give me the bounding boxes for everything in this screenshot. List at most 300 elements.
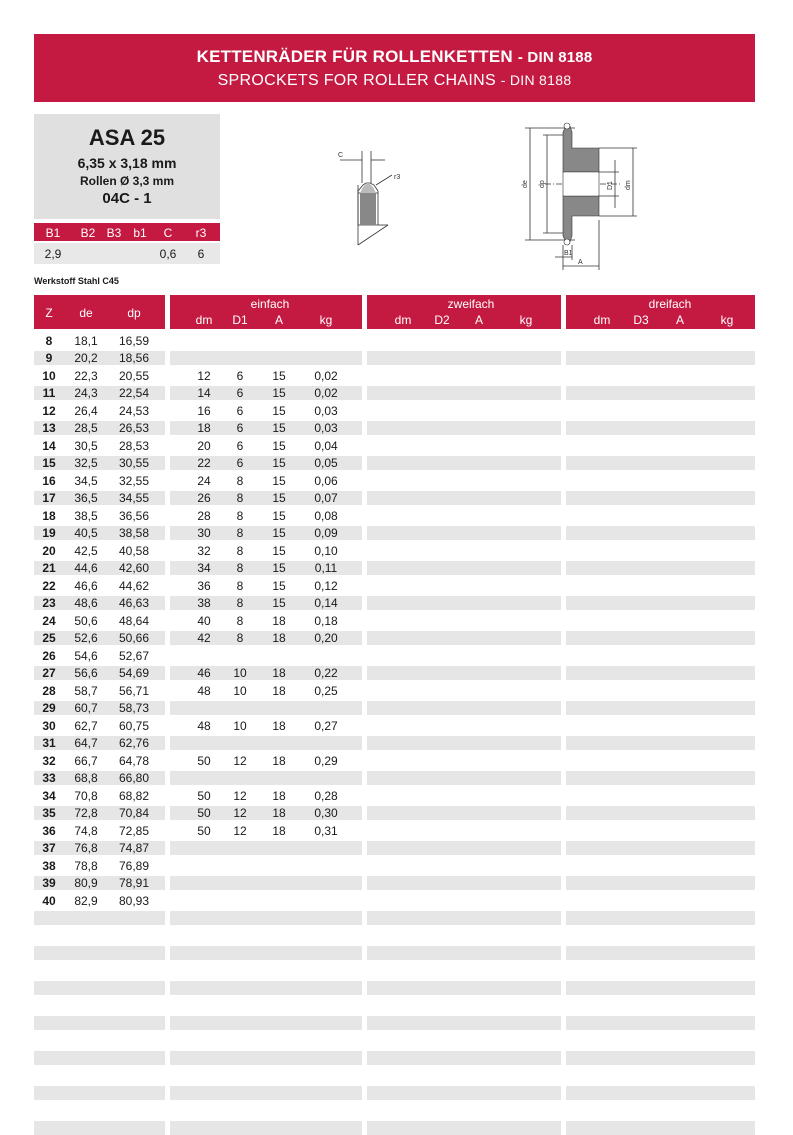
table-header-einfach bbox=[170, 295, 362, 329]
drawing-label-b1: B1 bbox=[564, 250, 573, 257]
row-z: 20 bbox=[42, 543, 56, 558]
row-de: 82,9 bbox=[74, 893, 98, 908]
row-dm: 14 bbox=[197, 386, 211, 400]
row-kg: 0,02 bbox=[314, 368, 338, 383]
row-shading bbox=[566, 351, 755, 365]
dimension-values bbox=[34, 243, 220, 264]
row-dp: 36,56 bbox=[118, 508, 150, 523]
row-shading bbox=[170, 946, 362, 960]
col-header-d2: D2 bbox=[434, 313, 450, 327]
row-z: 31 bbox=[42, 736, 56, 750]
row-dp: 78,91 bbox=[118, 876, 150, 890]
row-dp: 40,58 bbox=[118, 543, 150, 558]
col-header-a-2: A bbox=[474, 313, 484, 327]
row-dp: 76,89 bbox=[118, 858, 150, 873]
row-dm: 48 bbox=[197, 683, 211, 698]
row-a: 15 bbox=[272, 368, 286, 383]
drawing-label-r3: r3 bbox=[394, 174, 401, 181]
dim-header-r3: r3 bbox=[195, 226, 207, 240]
title-english: SPROCKETS FOR ROLLER CHAINS - DIN 8188 bbox=[217, 72, 572, 89]
row-d1: 12 bbox=[233, 823, 247, 838]
row-kg: 0,28 bbox=[314, 788, 338, 803]
row-d1: 8 bbox=[236, 561, 244, 575]
col-header-kg-1: kg bbox=[319, 313, 333, 327]
row-dp: 32,55 bbox=[118, 473, 150, 488]
row-kg: 0,06 bbox=[314, 473, 338, 488]
row-de: 54,6 bbox=[74, 648, 98, 663]
row-dm: 48 bbox=[197, 718, 211, 733]
row-z: 37 bbox=[42, 841, 56, 855]
row-dm: 42 bbox=[197, 631, 211, 645]
row-dp: 70,84 bbox=[118, 806, 150, 820]
row-d1: 8 bbox=[236, 491, 244, 505]
row-de: 24,3 bbox=[74, 386, 98, 400]
title-banner bbox=[34, 34, 755, 102]
col-header-de: de bbox=[79, 306, 93, 320]
row-z: 29 bbox=[42, 701, 56, 715]
row-dp: 62,76 bbox=[118, 736, 150, 750]
row-shading bbox=[170, 1086, 362, 1100]
row-shading bbox=[566, 911, 755, 925]
chain-spec-box bbox=[34, 114, 220, 219]
row-shading bbox=[367, 456, 561, 470]
col-header-dm-3: dm bbox=[593, 313, 611, 327]
row-kg: 0,25 bbox=[314, 683, 338, 698]
row-shading bbox=[170, 771, 362, 785]
row-z: 12 bbox=[42, 403, 56, 418]
row-de: 28,5 bbox=[74, 421, 98, 435]
row-de: 60,7 bbox=[74, 701, 98, 715]
row-kg: 0,05 bbox=[314, 456, 338, 470]
row-dp: 34,55 bbox=[118, 491, 150, 505]
row-dp: 26,53 bbox=[118, 421, 150, 435]
row-shading bbox=[34, 981, 165, 995]
col-header-a-3: A bbox=[675, 313, 685, 327]
row-kg: 0,30 bbox=[314, 806, 338, 820]
row-z: 35 bbox=[42, 806, 56, 820]
row-a: 15 bbox=[272, 596, 286, 610]
row-dm: 12 bbox=[197, 368, 211, 383]
row-shading bbox=[566, 421, 755, 435]
row-dp: 52,67 bbox=[118, 648, 150, 663]
row-de: 30,5 bbox=[74, 438, 98, 453]
row-shading bbox=[367, 771, 561, 785]
drawing-label-d1: D1 bbox=[607, 181, 614, 190]
dim-header-c: C bbox=[163, 226, 173, 240]
dim-header-b2: B2 bbox=[80, 226, 96, 240]
row-a: 18 bbox=[272, 823, 286, 838]
row-shading bbox=[367, 386, 561, 400]
row-z: 15 bbox=[42, 456, 56, 470]
row-a: 15 bbox=[272, 561, 286, 575]
row-shading bbox=[566, 736, 755, 750]
row-kg: 0,11 bbox=[314, 561, 338, 575]
row-de: 40,5 bbox=[74, 526, 98, 540]
row-de: 44,6 bbox=[74, 561, 98, 575]
row-d1: 8 bbox=[236, 631, 244, 645]
row-shading bbox=[34, 1051, 165, 1065]
row-kg: 0,08 bbox=[314, 508, 338, 523]
col-header-d3: D3 bbox=[633, 313, 649, 327]
row-shading bbox=[170, 1016, 362, 1030]
group-header-einfach: einfach bbox=[250, 297, 290, 311]
row-dp: 48,64 bbox=[118, 613, 150, 628]
row-shading bbox=[367, 1086, 561, 1100]
row-dp: 74,87 bbox=[118, 841, 150, 855]
row-kg: 0,22 bbox=[314, 666, 338, 680]
row-dp: 68,82 bbox=[118, 788, 150, 803]
row-de: 20,2 bbox=[74, 351, 98, 365]
row-shading bbox=[367, 1121, 561, 1135]
row-shading bbox=[367, 981, 561, 995]
row-dp: 22,54 bbox=[118, 386, 150, 400]
row-z: 23 bbox=[42, 596, 56, 610]
row-z: 25 bbox=[42, 631, 56, 645]
row-kg: 0,31 bbox=[314, 823, 338, 838]
col-header-d1: D1 bbox=[232, 313, 248, 327]
row-a: 15 bbox=[272, 421, 286, 435]
row-shading bbox=[367, 946, 561, 960]
row-shading bbox=[566, 596, 755, 610]
row-z: 36 bbox=[42, 823, 56, 838]
col-header-dp: dp bbox=[127, 306, 141, 320]
row-de: 48,6 bbox=[74, 596, 98, 610]
dim-header-b1: B1 bbox=[45, 226, 61, 240]
chain-type: ASA 25 bbox=[88, 125, 166, 150]
row-shading bbox=[566, 981, 755, 995]
row-dm: 50 bbox=[197, 806, 211, 820]
row-shading bbox=[170, 911, 362, 925]
row-shading bbox=[566, 701, 755, 715]
row-z: 32 bbox=[42, 753, 56, 768]
drawing-label-c: C bbox=[338, 152, 344, 159]
row-de: 42,5 bbox=[74, 543, 98, 558]
row-shading bbox=[566, 876, 755, 890]
row-shading bbox=[566, 771, 755, 785]
row-dp: 72,85 bbox=[118, 823, 150, 838]
dim-value-c: 0,6 bbox=[159, 247, 177, 261]
row-kg: 0,12 bbox=[314, 578, 338, 593]
row-z: 14 bbox=[42, 438, 56, 453]
row-d1: 8 bbox=[236, 578, 244, 593]
row-d1: 8 bbox=[236, 613, 244, 628]
row-dp: 64,78 bbox=[118, 753, 150, 768]
row-shading bbox=[566, 1121, 755, 1135]
row-shading bbox=[367, 701, 561, 715]
row-dp: 28,53 bbox=[118, 438, 150, 453]
row-d1: 12 bbox=[233, 788, 247, 803]
row-de: 74,8 bbox=[74, 823, 98, 838]
row-shading bbox=[34, 1086, 165, 1100]
row-d1: 8 bbox=[236, 596, 244, 610]
row-z: 21 bbox=[42, 561, 56, 575]
row-de: 22,3 bbox=[74, 368, 98, 383]
row-a: 15 bbox=[272, 386, 286, 400]
row-z: 38 bbox=[42, 858, 56, 873]
col-header-kg-3: kg bbox=[720, 313, 734, 327]
row-shading bbox=[367, 841, 561, 855]
row-de: 66,7 bbox=[74, 753, 98, 768]
row-shading bbox=[566, 456, 755, 470]
row-a: 15 bbox=[272, 473, 286, 488]
row-dm: 28 bbox=[197, 508, 211, 523]
row-shading bbox=[367, 491, 561, 505]
row-shading bbox=[170, 1121, 362, 1135]
row-d1: 6 bbox=[236, 456, 244, 470]
row-shading bbox=[170, 841, 362, 855]
row-z: 33 bbox=[42, 771, 56, 785]
row-d1: 8 bbox=[236, 508, 244, 523]
row-z: 39 bbox=[42, 876, 56, 890]
row-d1: 10 bbox=[233, 718, 247, 733]
col-header-dm-1: dm bbox=[195, 313, 213, 327]
row-z: 19 bbox=[42, 526, 56, 540]
row-dm: 38 bbox=[197, 596, 211, 610]
row-shading bbox=[367, 561, 561, 575]
row-shading bbox=[367, 876, 561, 890]
row-kg: 0,03 bbox=[314, 403, 338, 418]
row-shading bbox=[566, 561, 755, 575]
row-kg: 0,09 bbox=[314, 526, 338, 540]
row-de: 64,7 bbox=[74, 736, 98, 750]
row-shading bbox=[34, 946, 165, 960]
row-de: 26,4 bbox=[74, 403, 98, 418]
row-shading bbox=[367, 1051, 561, 1065]
row-a: 15 bbox=[272, 438, 286, 453]
table-header-zweifach bbox=[367, 295, 561, 329]
row-shading bbox=[34, 1121, 165, 1135]
dim-value-r3: 6 bbox=[197, 247, 205, 261]
row-dm: 18 bbox=[197, 421, 211, 435]
row-d1: 6 bbox=[236, 438, 244, 453]
dimension-header bbox=[34, 223, 220, 241]
row-dp: 24,53 bbox=[118, 403, 150, 418]
row-z: 22 bbox=[42, 578, 56, 593]
row-de: 58,7 bbox=[74, 683, 98, 698]
row-dm: 50 bbox=[197, 788, 211, 803]
drawing-label-de: de bbox=[522, 180, 529, 188]
row-d1: 8 bbox=[236, 526, 244, 540]
drawing-label-dm: dm bbox=[625, 180, 632, 190]
row-dp: 58,73 bbox=[118, 701, 150, 715]
row-shading bbox=[367, 526, 561, 540]
row-shading bbox=[367, 631, 561, 645]
row-z: 24 bbox=[42, 613, 56, 628]
row-dm: 50 bbox=[197, 823, 211, 838]
row-shading bbox=[566, 491, 755, 505]
col-header-a-1: A bbox=[274, 313, 284, 327]
row-de: 62,7 bbox=[74, 718, 98, 733]
row-a: 18 bbox=[272, 631, 286, 645]
row-dp: 38,58 bbox=[118, 526, 150, 540]
col-header-kg-2: kg bbox=[519, 313, 533, 327]
row-dp: 66,80 bbox=[118, 771, 150, 785]
row-dm: 30 bbox=[197, 526, 211, 540]
row-shading bbox=[367, 596, 561, 610]
material-note: Werkstoff Stahl C45 bbox=[34, 276, 119, 286]
row-z: 8 bbox=[45, 333, 53, 348]
row-de: 46,6 bbox=[74, 578, 98, 593]
row-a: 15 bbox=[272, 578, 286, 593]
row-dm: 34 bbox=[197, 561, 211, 575]
chain-code: 04C - 1 bbox=[102, 190, 152, 207]
row-de: 32,5 bbox=[74, 456, 98, 470]
row-z: 18 bbox=[42, 508, 56, 523]
row-a: 18 bbox=[272, 806, 286, 820]
row-shading bbox=[566, 631, 755, 645]
drawing-label-dp: dp bbox=[539, 180, 546, 188]
row-d1: 6 bbox=[236, 403, 244, 418]
row-shading bbox=[367, 351, 561, 365]
dim-header-b1-small: b1 bbox=[133, 226, 147, 240]
row-de: 56,6 bbox=[74, 666, 98, 680]
row-de: 80,9 bbox=[74, 876, 98, 890]
table-header-dreifach bbox=[566, 295, 755, 329]
row-shading bbox=[34, 911, 165, 925]
row-dp: 42,60 bbox=[118, 561, 150, 575]
row-shading bbox=[367, 421, 561, 435]
table-header-base bbox=[34, 295, 165, 329]
row-kg: 0,07 bbox=[314, 491, 338, 505]
row-kg: 0,29 bbox=[314, 753, 338, 768]
row-z: 30 bbox=[42, 718, 56, 733]
row-kg: 0,10 bbox=[314, 543, 338, 558]
row-z: 11 bbox=[42, 386, 56, 400]
row-dp: 30,55 bbox=[118, 456, 150, 470]
row-z: 40 bbox=[42, 893, 56, 908]
tooth-profile-drawing bbox=[330, 145, 410, 250]
row-shading bbox=[566, 1086, 755, 1100]
row-shading bbox=[367, 666, 561, 680]
row-shading bbox=[170, 876, 362, 890]
row-z: 10 bbox=[42, 368, 56, 383]
row-de: 72,8 bbox=[74, 806, 98, 820]
dim-value-b1: 2,9 bbox=[44, 247, 62, 261]
row-dp: 56,71 bbox=[118, 683, 150, 698]
row-shading bbox=[170, 1051, 362, 1065]
row-z: 27 bbox=[42, 666, 56, 680]
row-shading bbox=[367, 1016, 561, 1030]
row-de: 34,5 bbox=[74, 473, 98, 488]
row-shading bbox=[566, 806, 755, 820]
row-dm: 26 bbox=[197, 491, 211, 505]
row-z: 26 bbox=[42, 648, 56, 663]
row-de: 76,8 bbox=[74, 841, 98, 855]
row-dp: 54,69 bbox=[118, 666, 150, 680]
roller-diameter: Rollen Ø 3,3 mm bbox=[79, 174, 175, 188]
row-z: 34 bbox=[42, 788, 56, 803]
row-z: 13 bbox=[42, 421, 56, 435]
row-a: 18 bbox=[272, 666, 286, 680]
row-dm: 20 bbox=[197, 438, 211, 453]
row-dm: 40 bbox=[197, 613, 211, 628]
row-dm: 36 bbox=[197, 578, 211, 593]
row-d1: 10 bbox=[233, 683, 247, 698]
dim-header-b3: B3 bbox=[106, 226, 122, 240]
row-dp: 80,93 bbox=[118, 893, 150, 908]
group-header-dreifach: dreifach bbox=[648, 297, 692, 311]
row-shading bbox=[566, 666, 755, 680]
row-dm: 24 bbox=[197, 473, 211, 488]
row-de: 36,5 bbox=[74, 491, 98, 505]
row-d1: 8 bbox=[236, 543, 244, 558]
row-a: 18 bbox=[272, 613, 286, 628]
row-de: 78,8 bbox=[74, 858, 98, 873]
row-de: 18,1 bbox=[74, 333, 98, 348]
drawing-label-a: A bbox=[578, 259, 583, 266]
row-dm: 16 bbox=[197, 403, 211, 418]
row-kg: 0,27 bbox=[314, 718, 338, 733]
row-shading bbox=[367, 806, 561, 820]
row-de: 68,8 bbox=[74, 771, 98, 785]
col-header-dm-2: dm bbox=[394, 313, 412, 327]
row-de: 52,6 bbox=[74, 631, 98, 645]
row-kg: 0,14 bbox=[314, 596, 338, 610]
row-a: 15 bbox=[272, 403, 286, 418]
row-dp: 50,66 bbox=[118, 631, 150, 645]
row-a: 15 bbox=[272, 456, 286, 470]
sprocket-section-drawing bbox=[515, 120, 645, 272]
row-dp: 16,59 bbox=[118, 333, 150, 348]
row-z: 28 bbox=[42, 683, 56, 698]
row-a: 18 bbox=[272, 718, 286, 733]
row-a: 18 bbox=[272, 683, 286, 698]
row-shading bbox=[367, 736, 561, 750]
row-shading bbox=[566, 946, 755, 960]
row-a: 18 bbox=[272, 788, 286, 803]
row-shading bbox=[566, 841, 755, 855]
row-d1: 12 bbox=[233, 753, 247, 768]
row-dp: 46,63 bbox=[118, 596, 150, 610]
row-shading bbox=[566, 526, 755, 540]
row-dm: 46 bbox=[197, 666, 211, 680]
row-de: 38,5 bbox=[74, 508, 98, 523]
row-dp: 60,75 bbox=[118, 718, 150, 733]
row-shading bbox=[566, 1016, 755, 1030]
row-dp: 20,55 bbox=[118, 368, 150, 383]
row-kg: 0,02 bbox=[314, 386, 338, 400]
row-de: 50,6 bbox=[74, 613, 98, 628]
row-a: 15 bbox=[272, 491, 286, 505]
row-z: 17 bbox=[42, 491, 56, 505]
row-d1: 8 bbox=[236, 473, 244, 488]
row-a: 15 bbox=[272, 508, 286, 523]
row-dp: 44,62 bbox=[118, 578, 150, 593]
row-dm: 32 bbox=[197, 543, 211, 558]
row-kg: 0,03 bbox=[314, 421, 338, 435]
title-german: KETTENRÄDER FÜR ROLLENKETTEN - DIN 8188 bbox=[196, 47, 593, 66]
row-kg: 0,20 bbox=[314, 631, 338, 645]
row-kg: 0,04 bbox=[314, 438, 338, 453]
row-shading bbox=[566, 1051, 755, 1065]
row-d1: 10 bbox=[233, 666, 247, 680]
row-shading bbox=[170, 701, 362, 715]
row-a: 18 bbox=[272, 753, 286, 768]
row-z: 16 bbox=[42, 473, 56, 488]
row-d1: 12 bbox=[233, 806, 247, 820]
row-d1: 6 bbox=[236, 386, 244, 400]
row-dm: 22 bbox=[197, 456, 211, 470]
row-d1: 6 bbox=[236, 421, 244, 435]
row-shading bbox=[34, 1016, 165, 1030]
row-a: 15 bbox=[272, 526, 286, 540]
row-shading bbox=[566, 386, 755, 400]
row-shading bbox=[170, 351, 362, 365]
row-d1: 6 bbox=[236, 368, 244, 383]
col-header-z: Z bbox=[45, 306, 53, 320]
group-header-zweifach: zweifach bbox=[447, 297, 495, 311]
chain-dimensions: 6,35 x 3,18 mm bbox=[77, 155, 177, 171]
